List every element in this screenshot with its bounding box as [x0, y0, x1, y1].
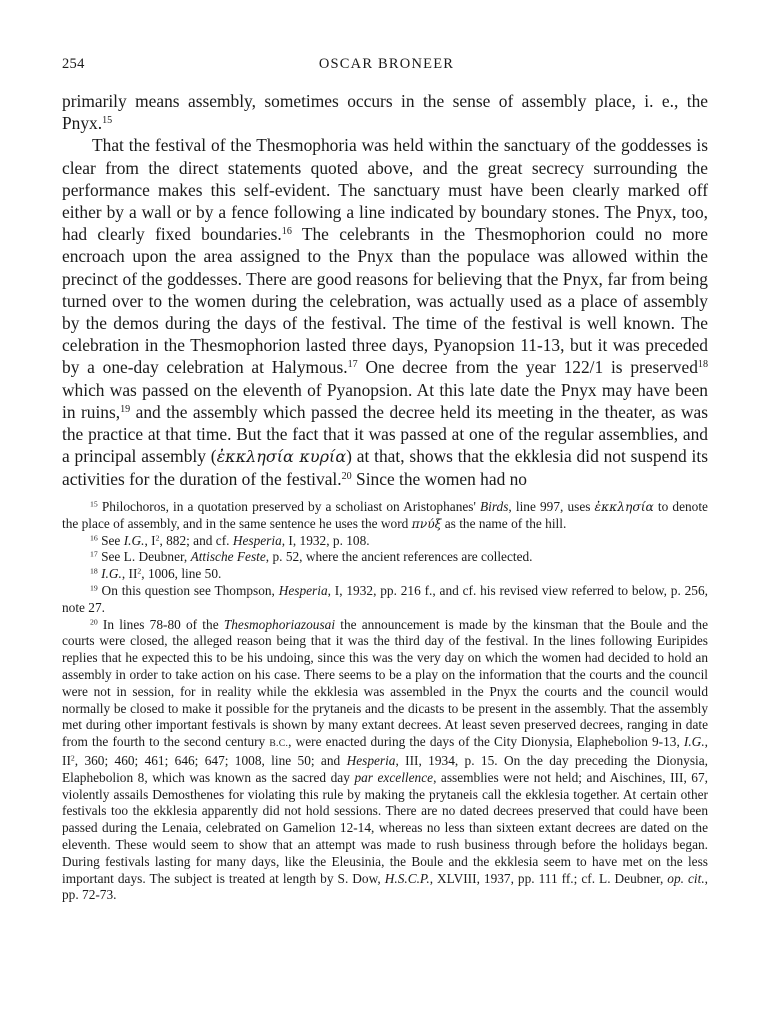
running-head: OSCAR BRONEER	[318, 56, 455, 72]
footnote-ref-16: 16	[281, 226, 292, 238]
footnote-ref-15: 15	[102, 115, 113, 127]
footnote-ref-20: 20	[341, 471, 352, 483]
main-text	[62, 90, 708, 491]
footnote-ref-18: 18	[697, 359, 708, 371]
footnote-20: $^{20}$ In lines 78-80 of the Thesmophoriazousai the announcement is made by the kinsman that the Boule and the courts were closed, the alleged reason being that it was the third day of the festival. In the lines following Euripides replies that he expected this to be his undoing, since this was the very day on which the women had decided to hold an assembly in order to take action on his case. There seems to be a play on the information that the courts and the council were not in session, for in reality while the ekklesia was assembled in the Pnyx the courts and the council would normally be closed to make it possible for the prytaneis and the dicasts to be present in the assembly. That the assembly met during other important festivals is shown by many extant decrees. At least seven preserved decrees, ranging in date from the fourth to the second century B.C., were enacted during the days of the City Dionysia, Elaphebolion 9-13, I.G., $II^2$, 360; 460; 461; 646; 647; 1008, line 50; and Hesperia, III, 1934, p. 15. On the day preceding the Dionysia, Elaphebolion 8, which was known as the sacred day par excellence, assemblies were not held; and Aischines, III, 67, violently assails Demosthenes for violating this rule by making the prytaneis call the ekklesia together. At certain other festivals too the ekklesia apparently did not hold sessions. There are no dated decrees preserved that could have been passed during the Lenaia, celebrated on Gamelion 12-14, whereas no less than sixteen extant decrees are dated on the eleventh. These would seem to show that an attempt was made to rush business through before the holidays began. During festivals lasting for many days, like the Eleusinia, the Boule and the ekklesia seem to have met on the less important days. The subject is treated at length by S. Dow, H.S.C.P., XLVIII, 1937, pp. 111 ff.; cf. L. Deubner, op. cit., pp. 72-73.	[62, 616, 709, 903]
footnote-ref-17: 17	[347, 359, 358, 371]
page-header	[62, 56, 711, 76]
footnote-19: $^{19}$ On this question see Thompson, Hesperia, I, 1932, pp. 216 f., and cf. his revised view referred to below, p. 256, note 27.	[62, 582, 708, 615]
footnote-17: $^{17}$ See L. Deubner, Attische Feste, p. 52, where the ancient references are collected.	[90, 549, 533, 565]
footnote-15: $^{15}$ Philochoros, in a quotation preserved by a scholiast on Aristophanes' Birds, line 997, uses ἐκκλησία to denote the place of assembly, and in the same sentence he uses the word πνύξ as the name of the hill.	[62, 499, 708, 531]
footnotes	[62, 499, 708, 904]
paragraph-thesmophoria: That the festival of the Thesmophoria was held within the sanctuary of the goddesses is clear from the direct statements quoted above, and the great secrecy surrounding the performance makes this self-evident. The sanctuary must have been clearly marked off either by a wall or by a fence following a line indicated by boundary stones. The Pnyx, too, had clearly fixed boundaries.$^{16}$ The celebrants in the Thesmophorion could no more encroach upon the area assigned to the Pnyx than the populace was allowed within the precinct of the goddesses. There are good reasons for believing that the Pnyx, far from being turned over to the women during the celebration, was actually used as a place of assembly by the demos during the days of the festival. The time of the festival is well known. The celebration in the Thesmophorion lasted three days, Pyanopsion 11-13, but it was preceded by a one-day celebration at Halymous.$^{17}$ One decree from the year 122/1 is preserved$^{18}$ which was passed on the eleventh of Pyanopsion. At this late date the Pnyx may have been in ruins,$^{19}$ and the assembly which passed the decree held its meeting in the theater, as was the practice at that time. But the fact that it was passed at one of the regular assemblies, and a principal assembly (ἐκκλησία κυρία) at that, shows that the ekklesia did not suspend its activities for the duration of the festival.$^{20}$ Since the women had no	[62, 135, 709, 490]
footnote-18: $^{18}$ I.G., $II^2$, 1006, line 50.	[90, 566, 222, 582]
footnote-16: $^{16}$ See I.G., $I^2$, 882; and cf. Hesperia, I, 1932, p. 108.	[90, 532, 370, 548]
greek-phrase: ἐκκλησία κυρία	[216, 447, 347, 467]
page-number: 254	[62, 56, 85, 72]
footnote-ref-19: 19	[120, 403, 131, 415]
paragraph-continuation: primarily means assembly, sometimes occurs in the sense of assembly place, i. e., the Pnyx.$^{15}$	[62, 91, 708, 134]
